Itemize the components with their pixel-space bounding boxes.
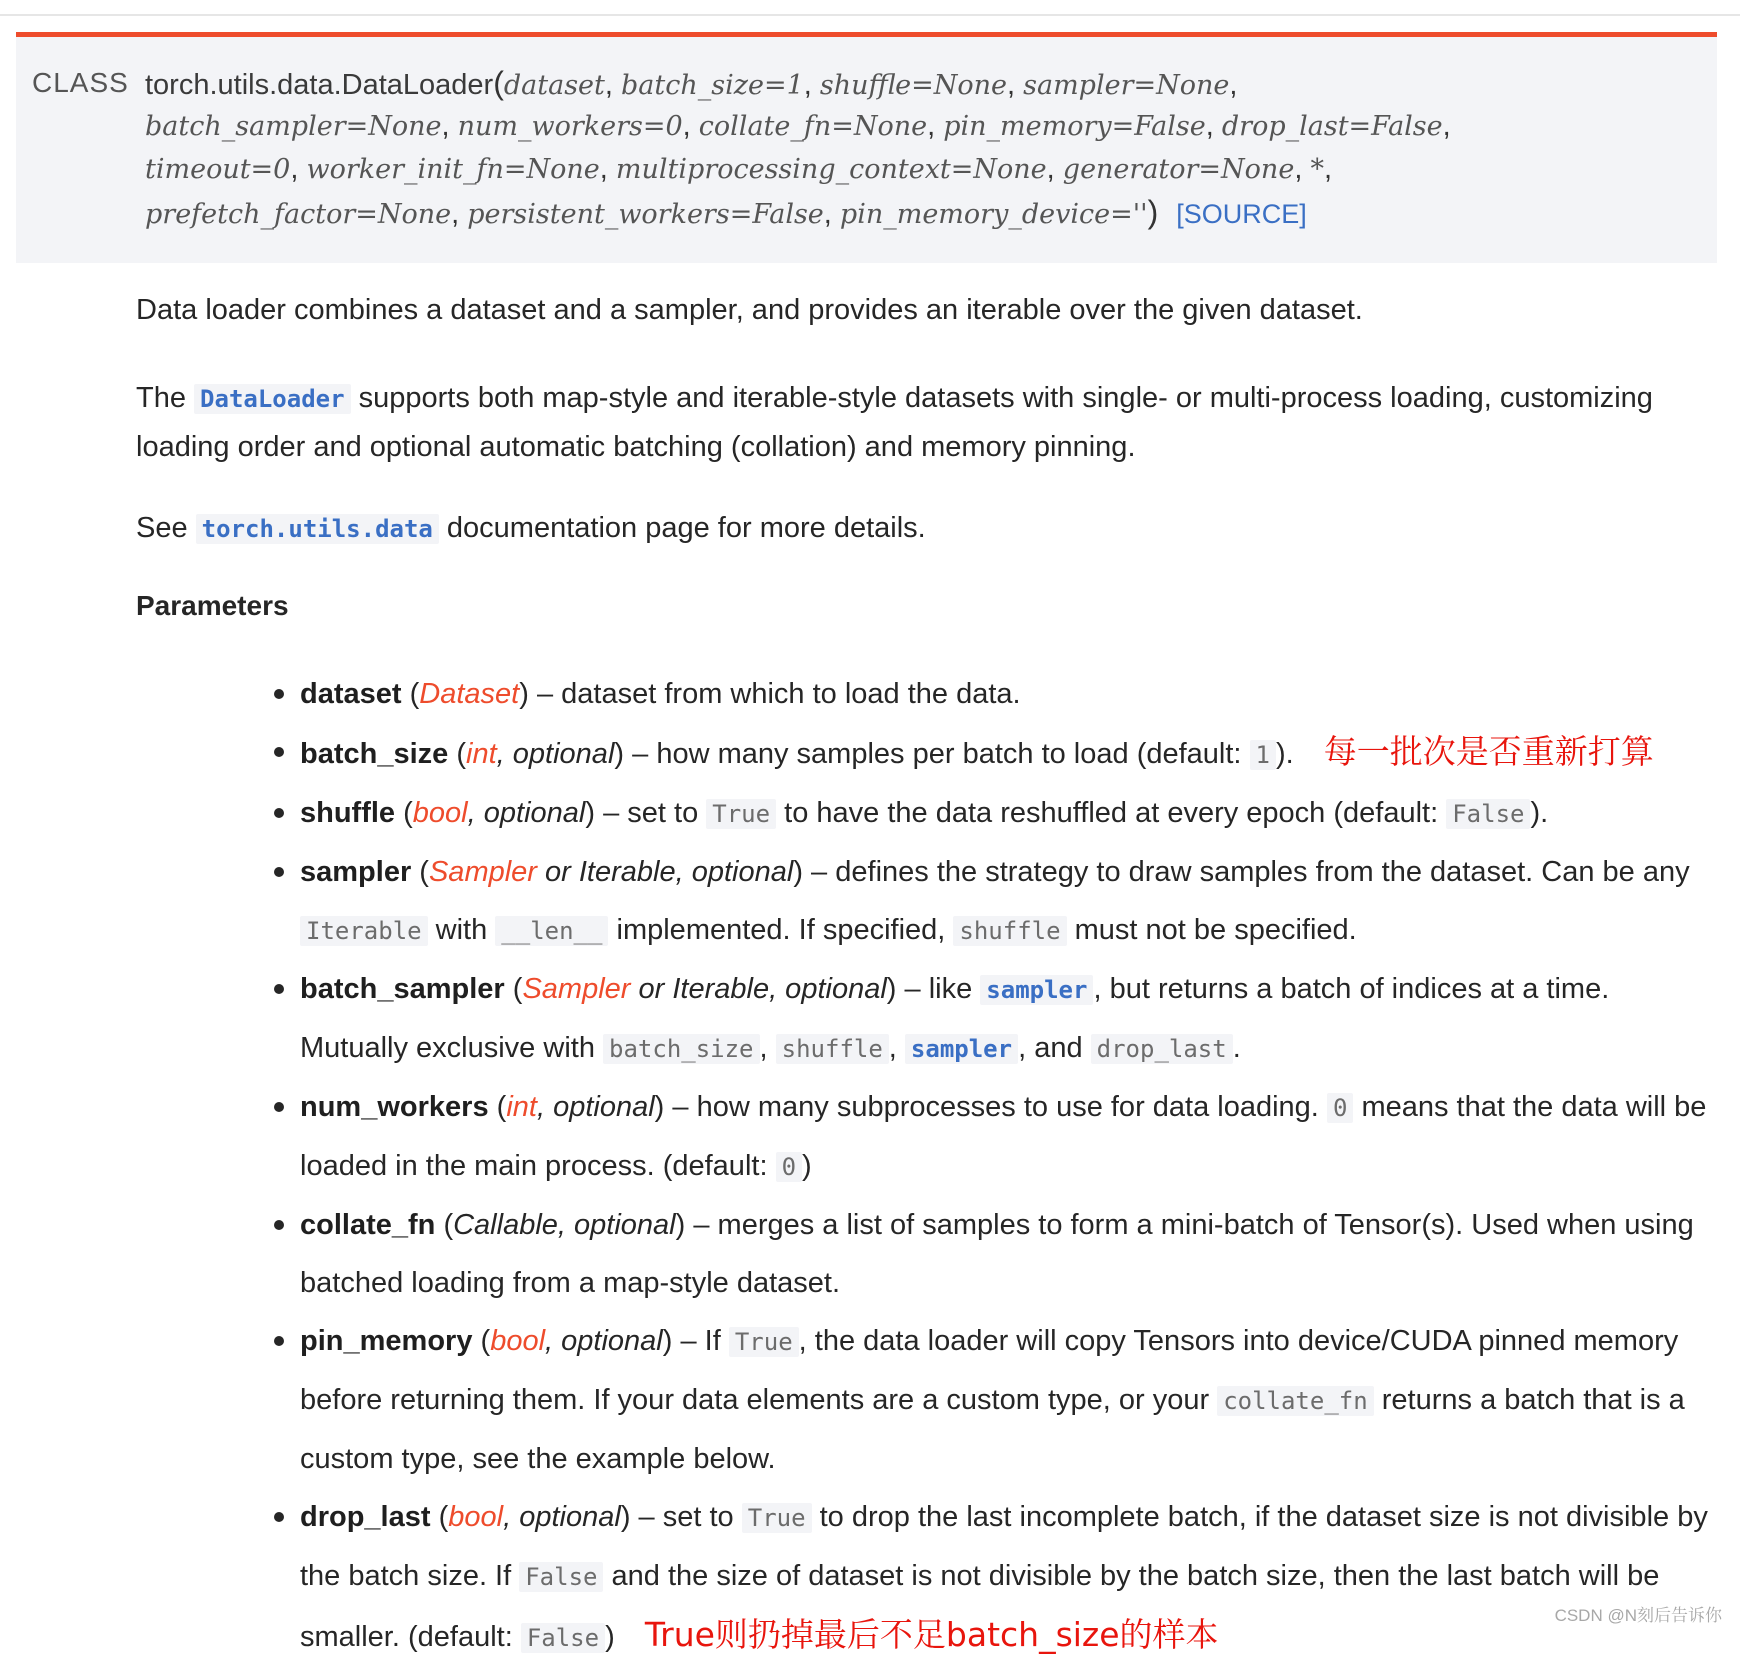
param-sampler: sampler (Sampler or Iterable, optional) – defines the strategy to draw samples from the dataset. Can be any Iterable with __len__ implemented. If specified, shuffle must not be specified. xyxy=(300,843,1720,960)
sampler-link[interactable]: sampler xyxy=(980,975,1093,1005)
param-num-workers: num_workers (int, optional) – how many subprocesses to use for data loading. 0 means that the data will be loaded in the main process. (default: 0 ) xyxy=(300,1078,1720,1196)
sampler-type-link[interactable]: Sampler xyxy=(428,856,537,888)
intro-paragraph-3: See torch.utils.data documentation page for more details. xyxy=(136,512,926,544)
param-shuffle: shuffle (bool, optional) – set to True to have the data reshuffled at every epoch (default: False ). xyxy=(300,784,1720,843)
sampler-type-link[interactable]: Sampler xyxy=(522,973,631,1005)
sig-param: collate_fn=None xyxy=(698,111,928,142)
sig-param: num_workers=0 xyxy=(457,111,683,142)
param-collate-fn: collate_fn (Callable, optional) – merges a list of samples to form a mini-batch of Tensor(s). Used when using batched loading from a map-style dataset. xyxy=(300,1196,1720,1312)
signature-line-1: torch.utils.data.DataLoader(dataset, batch_size=1, shuffle=None, sampler=None, xyxy=(145,65,1238,101)
param-batch-sampler: batch_sampler (Sampler or Iterable, optional) – like sampler , but returns a batch of indices at a time. Mutually exclusive with batch_size , shuffle , sampler , and drop_last . xyxy=(300,960,1720,1078)
sig-param: drop_last=False xyxy=(1221,111,1443,142)
sig-param: pin_memory=False xyxy=(943,111,1206,142)
source-link[interactable]: [SOURCE] xyxy=(1176,199,1307,229)
parameters-list xyxy=(300,665,1720,1667)
top-divider xyxy=(0,14,1740,16)
class-name: torch.utils.data.DataLoader xyxy=(145,69,494,101)
sig-param: shuffle=None xyxy=(819,70,1007,101)
sig-param: pin_memory_device='' xyxy=(839,199,1148,230)
intro-paragraph-1: Data loader combines a dataset and a sampler, and provides an iterable over the given dataset. xyxy=(136,294,1363,326)
sig-param: sampler=None xyxy=(1023,70,1230,101)
sig-param: prefetch_factor=None xyxy=(145,199,452,230)
close-paren: ) xyxy=(1147,194,1159,230)
signature-line-2: batch_sampler=None, num_workers=0, collate_fn=None, pin_memory=False, drop_last=False, xyxy=(145,110,1451,142)
sig-param: worker_init_fn=None xyxy=(306,154,600,185)
parameters-heading: Parameters xyxy=(136,590,289,621)
handwritten-annotation-drop-last: True则扔掉最后不足batch_size的样本 xyxy=(644,1615,1219,1654)
sig-param: persistent_workers=False xyxy=(467,199,824,230)
sig-param: batch_size=1 xyxy=(621,70,804,101)
sampler-link[interactable]: sampler xyxy=(905,1034,1018,1064)
torch-utils-data-link[interactable]: torch.utils.data xyxy=(196,514,439,544)
sig-param: generator=None xyxy=(1062,154,1295,185)
int-type-link[interactable]: int xyxy=(466,738,497,770)
param-drop-last: drop_last (bool, optional) – set to True to drop the last incomplete batch, if the dataset size is not divisible by the batch size. If False and the size of dataset is not divisible by the batch size, then the last batch will be smaller. (default: False ) True则扔掉最后不足batch_size的样本 xyxy=(300,1488,1720,1667)
param-pin-memory: pin_memory (bool, optional) – If True , the data loader will copy Tensors into device/CUDA pinned memory before returning them. If your data elements are a custom type, or your collate_fn returns a batch that is a custom type, see the example below. xyxy=(300,1312,1720,1488)
dataloader-link[interactable]: DataLoader xyxy=(194,384,351,414)
signature-block xyxy=(16,32,1717,263)
csdn-watermark: CSDN @N刻后告诉你 xyxy=(1554,1606,1722,1625)
sig-param: batch_sampler=None xyxy=(145,111,442,142)
int-type-link[interactable]: int xyxy=(506,1091,537,1123)
open-paren: ( xyxy=(493,65,504,101)
dataset-type-link[interactable]: Dataset xyxy=(419,678,520,710)
bool-type-link[interactable]: bool xyxy=(490,1325,546,1357)
param-dataset: dataset (Dataset) – dataset from which to load the data. xyxy=(300,665,1720,723)
sig-param: * xyxy=(1310,154,1324,185)
sig-param: dataset xyxy=(503,70,605,101)
signature-line-3: timeout=0, worker_init_fn=None, multiprocessing_context=None, generator=None, *, xyxy=(145,153,1332,185)
class-label: CLASS xyxy=(32,67,129,98)
signature-line-4: prefetch_factor=None, persistent_workers=False, pin_memory_device='') [SOURCE] xyxy=(145,194,1307,230)
param-batch-size: batch_size (int, optional) – how many samples per batch to load (default: 1 ). 每一批次是否重新打算 xyxy=(300,723,1720,784)
sig-param: timeout=0 xyxy=(145,154,291,185)
bool-type-link[interactable]: bool xyxy=(448,1501,504,1533)
bool-type-link[interactable]: bool xyxy=(412,797,468,829)
sig-param: multiprocessing_context=None xyxy=(615,154,1047,185)
intro-paragraph-2: The DataLoader supports both map-style and iterable-style datasets with single- or multi-process loading, customizing loading order and optional automatic batching (collation) and memory pinning. xyxy=(136,382,1653,463)
handwritten-annotation-batch: 每一批次是否重新打算 xyxy=(1323,732,1654,771)
